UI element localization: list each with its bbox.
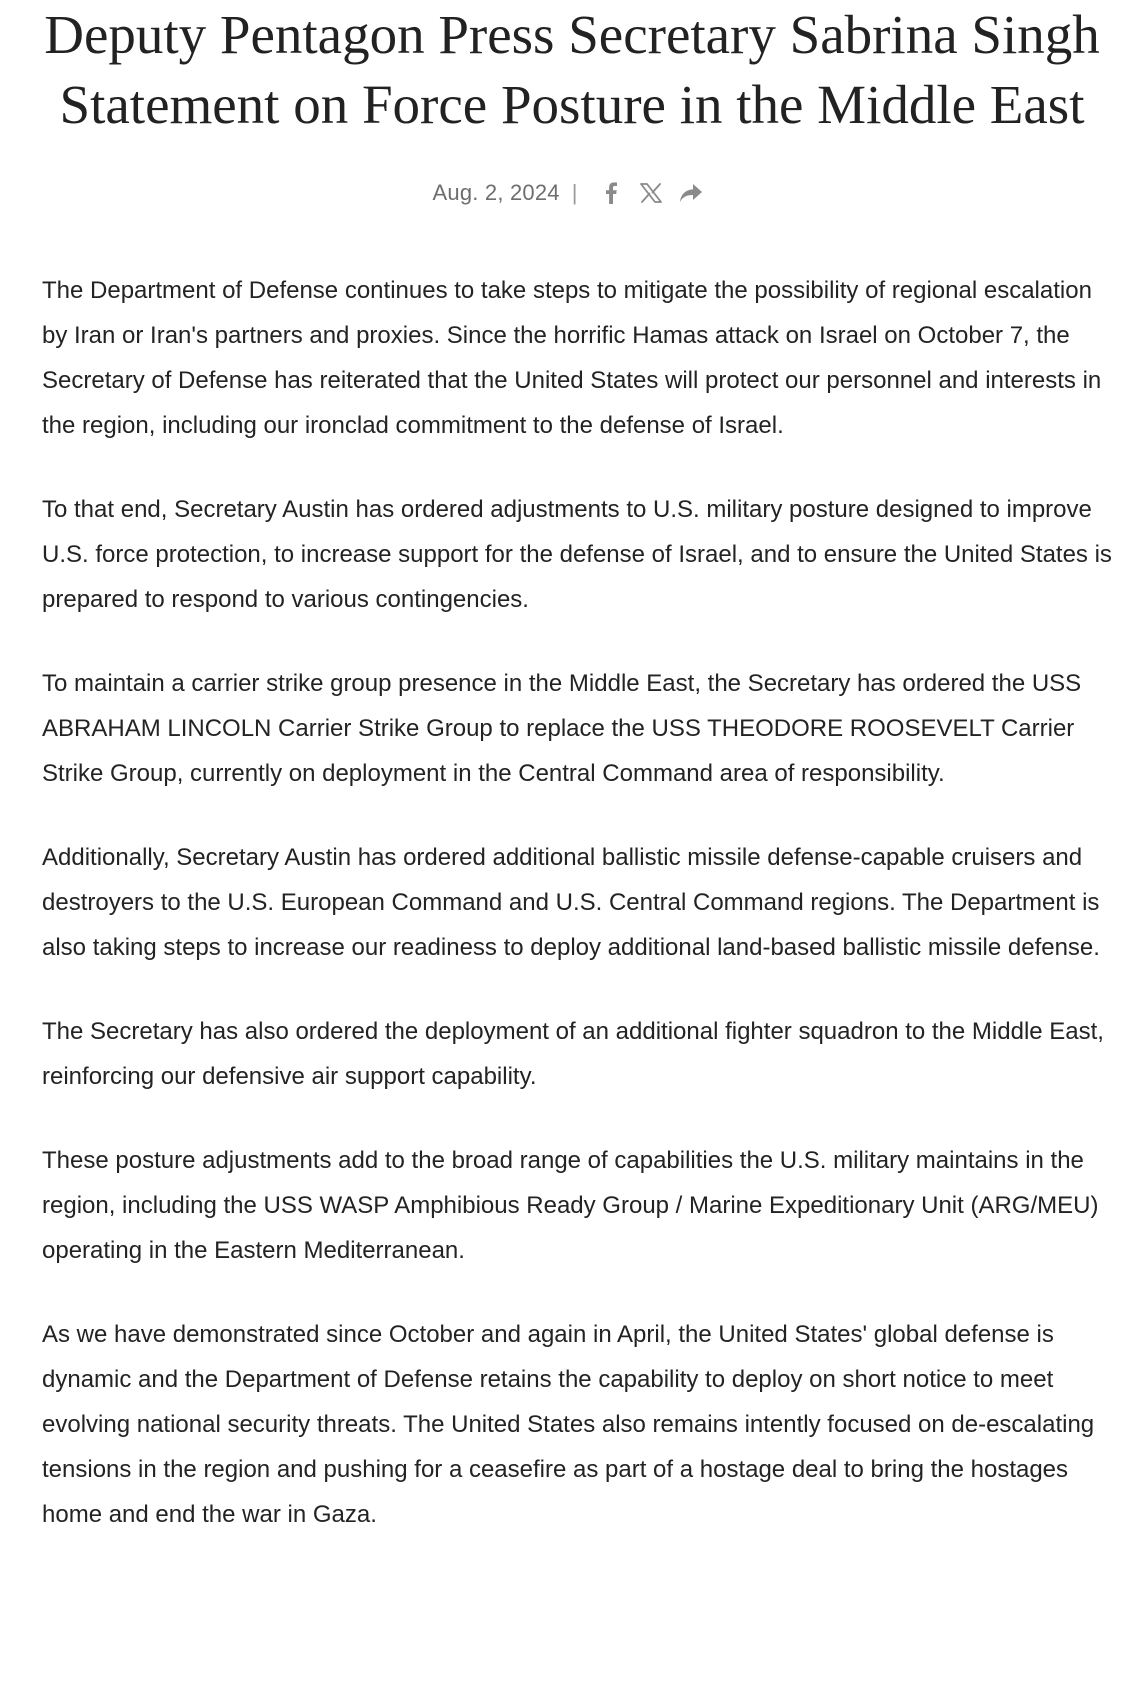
paragraph: These posture adjustments add to the broad range of capabilities the U.S. military maintains in the region, including the USS WASP Amphibious Ready Group / Marine Expeditionary Unit (ARG/MEU) operating in the Eastern Mediterranean. — [42, 1147, 1099, 1264]
paragraph: As we have demonstrated since October and again in April, the United States' global defense is dynamic and the Department of Defense retains the capability to deploy on short notice to meet evolving national security threats. The United States also remains intently focused on de-escalating tensions in the region and pushing for a ceasefire as part of a hostage deal to bring the hostages home and end the war in Gaza. — [42, 1321, 1095, 1528]
title-line-1: Deputy Pentagon Press Secretary Sabrina Singh — [44, 4, 1100, 65]
title-line-2: Statement on Force Posture in the Middle East — [59, 74, 1085, 135]
publish-date: Aug. 2, 2024 — [432, 180, 560, 205]
paragraph: The Department of Defense continues to take steps to mitigate the possibility of regional escalation by Iran or Iran's partners and proxies. Since the horrific Hamas attack on Israel on October 7, the Secretary of Defense has reiterated that the United States will protect our personnel and interests in the region, including our ironclad commitment to the defense of Israel. — [42, 277, 1102, 439]
x-icon[interactable] — [639, 181, 663, 205]
paragraph: To that end, Secretary Austin has ordered adjustments to U.S. military posture designed to improve U.S. force protection, to increase support for the defense of Israel, and to ensure the United States is prepared to respond to various contingencies. — [42, 496, 1112, 613]
facebook-icon[interactable] — [599, 181, 623, 205]
share-icon[interactable] — [679, 181, 703, 205]
paragraph: To maintain a carrier strike group presence in the Middle East, the Secretary has ordered the USS ABRAHAM LINCOLN Carrier Strike Group to replace the USS THEODORE ROOSEVELT Carrier Strike Group, currently on deployment in the Central Command area of responsibility. — [42, 670, 1082, 787]
meta-separator: | — [571, 180, 578, 205]
article-meta — [0, 176, 1144, 210]
page-title — [0, 0, 1144, 140]
paragraph: Additionally, Secretary Austin has ordered additional ballistic missile defense-capable cruisers and destroyers to the U.S. European Command and U.S. Central Command regions. The Department is also taking steps to increase our readiness to deploy additional land-based ballistic missile defense. — [42, 844, 1100, 961]
article-body — [42, 268, 1117, 1576]
paragraph: The Secretary has also ordered the deployment of an additional fighter squadron to the Middle East, reinforcing our defensive air support capability. — [42, 1018, 1104, 1090]
